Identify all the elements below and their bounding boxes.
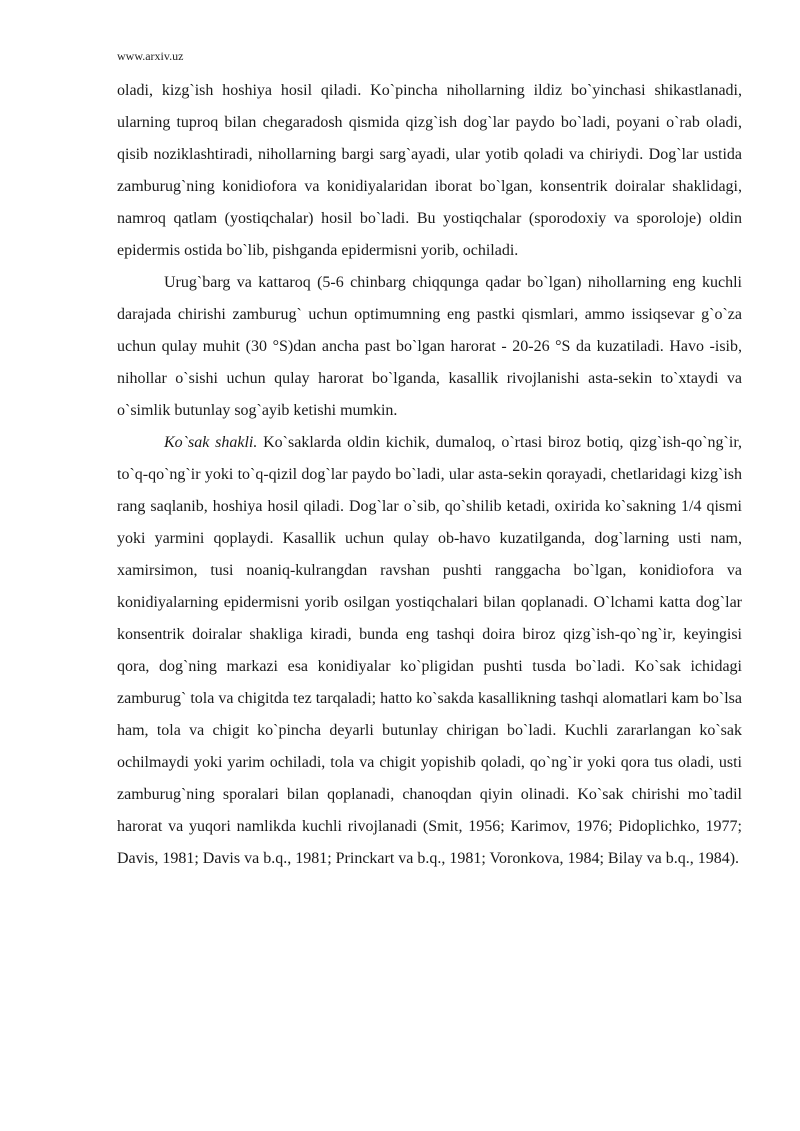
paragraph-3-text: Ko`saklarda oldin kichik, dumaloq, o`rtasi biroz botiq, qizg`ish-qo`ng`ir, to`q-qo`ng`ir yoki to`q-qizil dog`lar paydo bo`ladi, ular asta-sekin qorayadi, chetlaridagi kizg`ish rang saqlanib, hoshiya hosil qiladi. Dog`lar o`sib, qo`shilib ketadi, oxirida ko`sakning 1/4 qismi yoki yarmini qoplaydi. Kasallik uchun qulay ob-havo kuzatilganda, dog`larning usti nam, xamirsimon, tusi noaniq-kulrangdan ravshan pushti ranggacha bo`lgan, konidiofora va konidiyalarning epidermisni yorib osilgan yostiqchalari bilan qoplanadi. O`lchami katta dog`lar konsentrik doiralar shakliga kiradi, bunda eng tashqi doira biroz qizg`ish-qo`ng`ir, keyingisi qora, dog`ning markazi esa konidiyalar ko`pligidan pushti tusda bo`ladi. Ko`sak ichidagi zamburug` tola va chigitda tez tarqaladi; hatto ko`sakda kasallikning tashqi alomatlari kam bo`lsa ham, tola va chigit ko`pincha deyarli butunlay chirigan bo`ladi. Kuchli zararlangan ko`sak ochilmaydi yoki yarim ochiladi, tola va chigit yopishib qoladi, qo`ng`ir yoki qora tus oladi, usti zamburug`ning sporalari bilan qoplanadi, chanoqdan qiyin olinadi. Ko`sak chirishi mo`tadil harorat va yuqori namlikda kuchli rivojlanadi (Smit, 1956; Karimov, 1976; Pidoplichko, 1977; Davis, 1981; Davis va b.q., 1981; Princkart va b.q., 1981; Voronkova, 1984; Bilay va b.q., 1984). bbox=[117, 434, 743, 867]
site-url-header: www.arxiv.uz bbox=[117, 49, 184, 63]
paragraph-3 bbox=[117, 427, 742, 875]
paragraph-1: oladi, kizg`ish hoshiya hosil qiladi. Ko`pincha nihollarning ildiz bo`yinchasi shikastlanadi, ularning tuproq bilan chegaradosh qismida qizg`ish dog`lar paydo bo`ladi, poyani o`rab oladi, qisib noziklashtiradi, nihollarning bargi sarg`ayadi, ular yotib qoladi va chiriydi. Dog`lar ustida zamburug`ning konidiofora va konidiyalaridan iborat bo`lgan, konsentrik doiralar shaklidagi, namroq qatlam (yostiqchalar) hosil bo`ladi. Bu yostiqchalar (sporodoxiy va sporoloje) oldin epidermis ostida bo`lib, pishganda epidermisni yorib, ochiladi. bbox=[117, 82, 742, 259]
section-title-kosak-shakli: Ko`sak shakli. bbox=[164, 434, 258, 451]
document-body bbox=[117, 75, 742, 875]
paragraph-2: Urug`barg va kattaroq (5-6 chinbarg chiqqunga qadar bo`lgan) nihollarning eng kuchli darajada chirishi zamburug` uchun optimumning eng pastki qismlari, ammo issiqsevar g`o`za uchun qulay muhit (30 °S)dan ancha past bo`lgan harorat - 20-26 °S da kuzatiladi. Havo -isib, nihollar o`sishi uchun qulay harorat bo`lganda, kasallik rivojlanishi asta-sekin to`xtaydi va o`simlik butunlay sog`ayib ketishi mumkin. bbox=[117, 274, 742, 419]
